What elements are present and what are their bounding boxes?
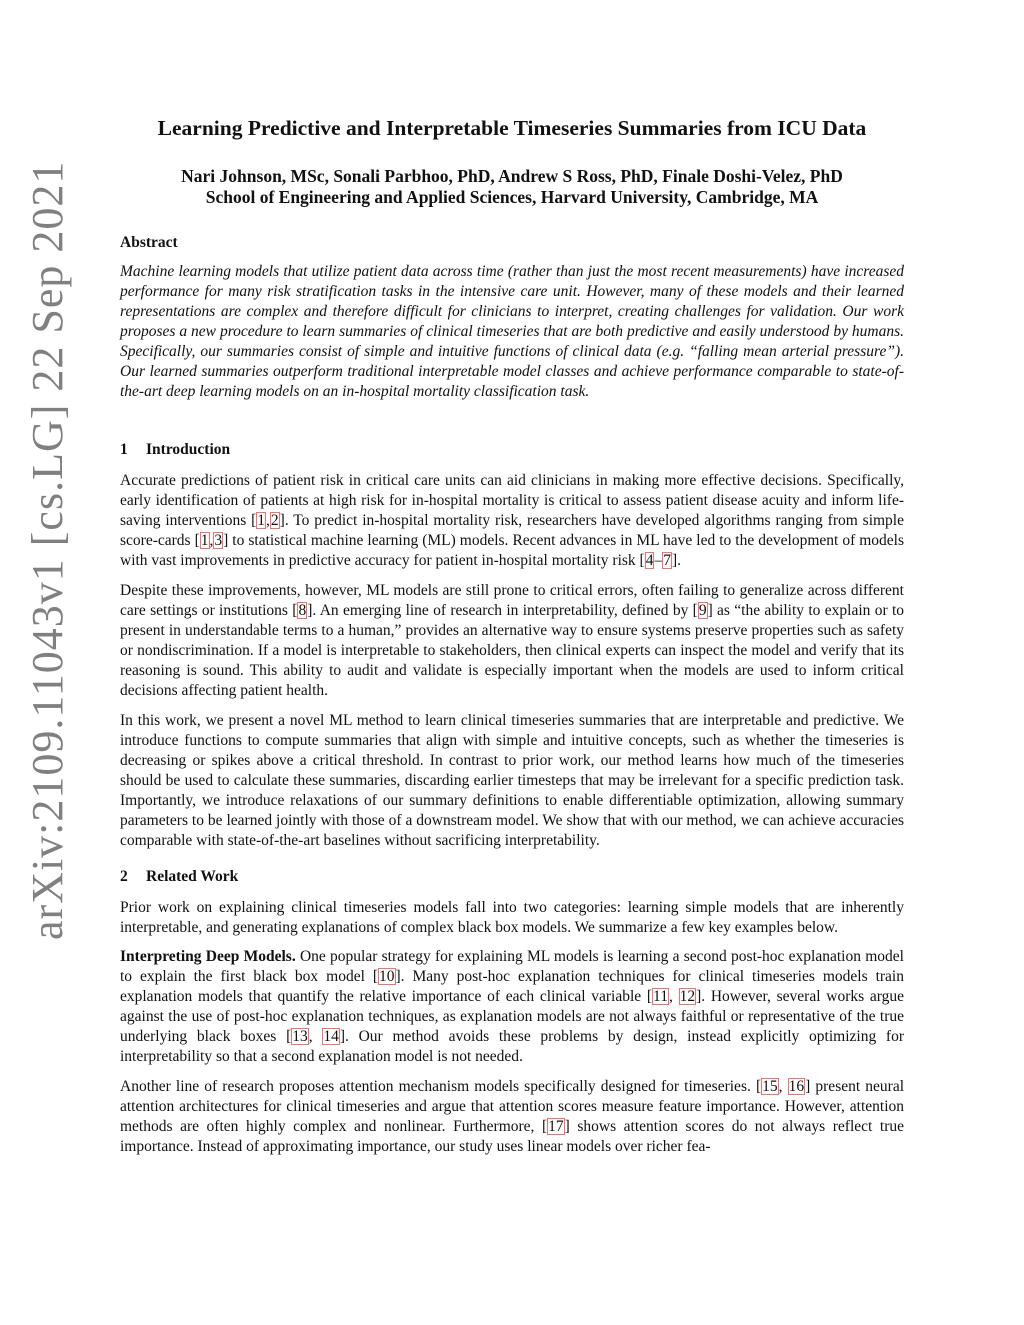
section-title: Introduction [146,441,231,458]
citation-link[interactable]: 17 [548,1118,564,1135]
abstract-text: Machine learning models that utilize patient data across time (rather than just the most recent measurements) have increased performance for many risk stratification tasks in the intensive care unit. However, many of these models and their learned representations are complex and therefore difficult for clinicians to interpret, creating challenges for validation. Our work proposes a new procedure to learn summaries of clinical timeseries that are both predictive and easily understood by humans. Specifically, our summaries consist of simple and intuitive functions of clinical data (e.g. “falling mean arterial pressure”). Our learned summaries outperform traditional interpretable model classes and achieve performance comparable to state-of-the-art deep learning models on an in-hospital mortality classification task. [120,263,904,400]
text-run: Accurate predictions of patient risk in critical care units can aid clinicians in making more effective decisions. Specifically, early identification of patients at high risk for in-hospital mortality is critical to assess patient disease acuity and inform life-saving interventions [ [120,472,904,529]
text-run: ]. An emerging line of research in interpretability, defined by [ [307,602,698,619]
citation-link[interactable]: 8 [298,602,307,619]
section-title: Related Work [146,868,239,885]
text-run: Despite these improvements, however, ML models are still prone to critical errors, often failing to generalize across different care settings or institutions [ [120,582,904,619]
text-run: , [266,512,270,529]
related-paragraph-1: Prior work on explaining clinical timeseries models fall into two categories: learning simple models that are inherently interpretable, and generating explanations of complex black box models. We summarize a few key examples below. [120,899,904,936]
paragraph-lead: Interpreting Deep Models. [120,948,296,965]
section-number: 2 [120,868,128,885]
abstract-heading: Abstract [120,234,178,251]
citation-link[interactable]: 15 [762,1078,778,1095]
text-run: , [778,1078,788,1095]
intro-paragraph-3: In this work, we present a novel ML method to learn clinical timeseries summaries that are interpretable and predictive. We introduce functions to compute summaries that align with simple and intuitive concepts, such as whether the timeseries is decreasing or spikes above a critical threshold. In contrast to prior work, our method learns how much of the timeseries should be used to calculate these summaries, discarding earlier timesteps that may be irrelevant for a specific prediction task. Importantly, we introduce relaxations of our summary definitions to enable differentiable optimization, allowing summary parameters to be learned jointly with those of a downstream model. We show that with our method, we can achieve accuracies comparable with state-of-the-art baselines without sacrificing interpretability. [120,712,904,849]
text-run: – [654,552,663,569]
citation-link[interactable]: 1 [200,532,209,549]
citation-link[interactable]: 14 [323,1028,339,1045]
text-run: ]. However, several works argue against the use of post-hoc explanation techniques, as explanation models are not always faithful or representative of the true underlying black boxes [ [120,988,904,1045]
text-run: ]. Many post-hoc explanation techniques for clinical timeseries models train explanation models that quantify the relative importance of each clinical variable [ [120,968,904,1005]
text-run: ] present neural attention architectures for clinical timeseries and argue that attention scores measure feature importance. However, attention methods are often highly complex and nonlinear. Furthermore, [ [120,1078,905,1135]
related-paragraph-2 [120,947,904,1067]
text-run: ] shows attention scores do not always reflect true importance. Instead of approximating importance, our study uses linear models over richer fea- [120,1118,904,1155]
intro-paragraph-2 [120,581,904,701]
intro-paragraph-1 [120,471,904,571]
citation-link[interactable]: 7 [663,552,671,569]
text-run: , [668,988,679,1005]
author-block [120,166,904,208]
section-2-heading [120,868,238,886]
text-run: ] to statistical machine learning (ML) models. Recent advances in ML have led to the development of models with vast improvements in predictive accuracy for patient in-hospital mortality risk [ [120,532,905,569]
text-run: ]. To predict in-hospital mortality risk, researchers have developed algorithms ranging from simple score-cards [ [120,512,904,549]
citation-link[interactable]: 3 [214,532,223,549]
citation-link[interactable]: 16 [788,1078,805,1095]
citation-link[interactable]: 10 [379,968,395,985]
section-number: 1 [120,441,128,458]
citation-link[interactable]: 13 [292,1028,308,1045]
affiliation: School of Engineering and Applied Sciences, Harvard University, Cambridge, MA [205,187,819,207]
citation-link[interactable]: 1 [257,512,266,529]
arxiv-identifier-stamp: arXiv:2109.11043v1 [cs.LG] 22 Sep 2021 [23,160,72,940]
text-run: ]. [671,552,681,569]
citation-link[interactable]: 2 [270,512,279,529]
text-run: , [308,1028,323,1045]
citation-link[interactable]: 4 [645,552,654,569]
section-1-heading [120,441,230,459]
text-run: ] as “the ability to explain or to present in understandable terms to a human,” provides an alternative way to ensure systems preserve properties such as safety or nondiscrimination. If a model is interpretable to stakeholders, then clinical experts can inspect the model and verify that its reasoning is sound. This ability to audit and validate is especially important when the models are used to inform critical decisions affecting patient health. [120,602,904,699]
author-list: Nari Johnson, MSc, Sonali Parbhoo, PhD, Andrew S Ross, PhD, Finale Doshi-Velez, PhD [181,166,843,186]
text-run: Another line of research proposes attention mechanism models specifically designed for timeseries. [ [120,1078,762,1095]
text-run: , [209,532,214,549]
text-run: ]. Our method avoids these problems by design, instead explicitly optimizing for interpretability so that a second explanation model is not needed. [120,1028,905,1065]
paper-title: Learning Predictive and Interpretable Timeseries Summaries from ICU Data [157,116,867,140]
text-run: One popular strategy for explaining ML models is learning a second post-hoc explanation model to explain the first black box model [ [120,948,904,985]
citation-link[interactable]: 9 [698,602,707,619]
citation-link[interactable]: 12 [679,988,696,1005]
related-paragraph-3 [120,1077,904,1157]
citation-link[interactable]: 11 [653,988,668,1005]
